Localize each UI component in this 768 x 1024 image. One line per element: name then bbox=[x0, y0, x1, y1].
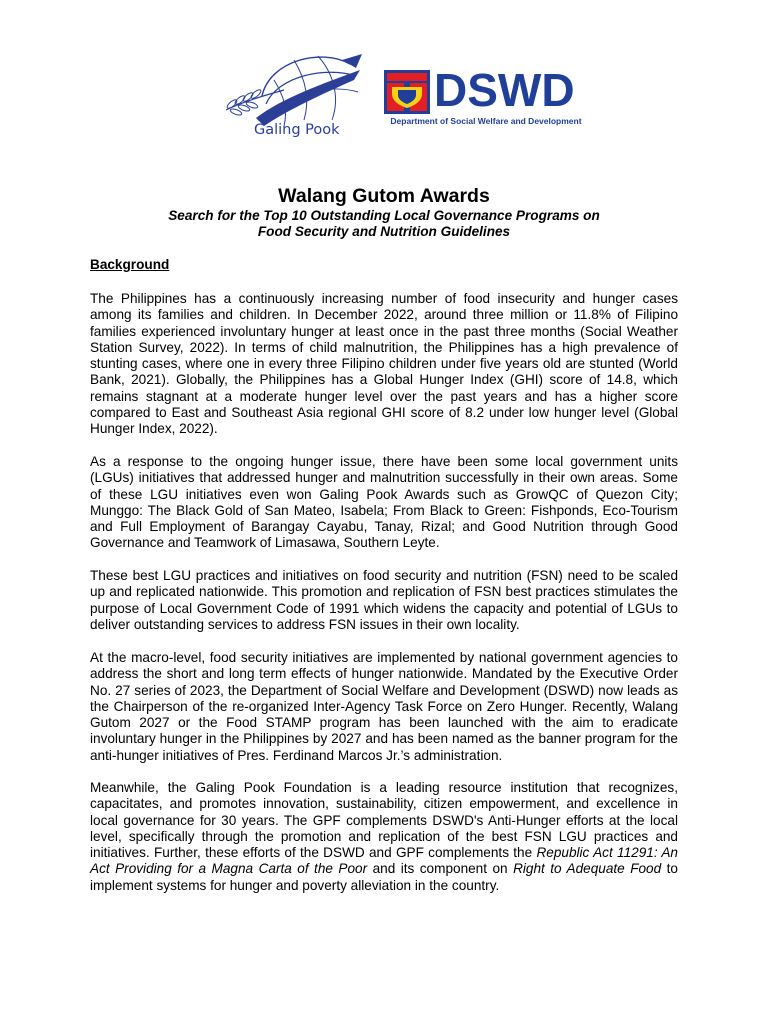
document-subtitle bbox=[90, 208, 678, 240]
p5-italic-republic-act: Republic Act 11291: An Act Providing for a Magna Carta of the Poor bbox=[90, 845, 678, 877]
dswd-shield-icon bbox=[384, 70, 430, 114]
paragraph-macro-level: At the macro-level, food security initiatives are implemented by national government agencies to address the short and long term effects of hunger nationwide. Mandated by the Executive Order No. 27 series of 2023, the Department of Social Welfare and Development (DSWD) now leads as the Chairperson of the re-organized Inter-Agency Task Force on Zero Hunger. Recently, Walang Gutom 2027 or the Food STAMP program has been launched with the aim to eradicate involuntary hunger in the Philippines by 2027 and has been named as the banner program for the anti-hunger initiatives of Pres. Ferdinand Marcos Jr.’s administration. bbox=[90, 650, 678, 763]
section-heading-background: Background bbox=[90, 257, 170, 272]
subtitle-line-2: Food Security and Nutrition Guidelines bbox=[257, 224, 511, 239]
subtitle-line-1: Search for the Top 10 Outstanding Local Governance Programs on bbox=[168, 208, 600, 223]
p5-text-2: and its component on bbox=[367, 861, 514, 877]
paragraph-galing-pook-foundation bbox=[90, 780, 678, 894]
galing-pook-logo bbox=[222, 40, 364, 156]
dswd-logo-wordmark: DSWD bbox=[434, 64, 575, 116]
dswd-logo-subtitle: Department of Social Welfare and Development bbox=[390, 116, 582, 126]
document-title: Walang Gutom Awards bbox=[278, 185, 490, 207]
paragraph-hunger-statistics: The Philippines has a continuously increasing number of food insecurity and hunger cases among its families and children. In December 2022, around three million or 11.8% of Filipino families experienced involuntary hunger at least once in the past three months (Social Weather Station Survey, 2022). In terms of child malnutrition, the Philippines has a high prevalence of stunting cases, where one in every three Filipino children under five years old are stunted (World Bank, 2021). Globally, the Philippines has a Global Hunger Index (GHI) score of 14.8, which remains stagnant at a moderate hunger level over the past years and has a higher score compared to East and Southeast Asia regional GHI score of 8.2 under low hunger level (Global Hunger Index, 2022). bbox=[90, 291, 678, 437]
p5-text-3: to implement systems for hunger and poverty alleviation in the country. bbox=[90, 861, 678, 893]
paragraph-best-practices: These best LGU practices and initiatives on food security and nutrition (FSN) need to be scaled up and replicated nationwide. This promotion and replication of FSN best practices stimulates the purpose of Local Government Code of 1991 which widens the capacity and potential of LGUs to deliver outstanding services to address FSN issues in their own locality. bbox=[90, 568, 678, 632]
paragraph-lgu-initiatives: As a response to the ongoing hunger issue, there have been some local government units (LGUs) initiatives that addressed hunger and malnutrition successfully in their own areas. Some of these LGU initiatives even won Galing Pook Awards such as GrowQC of Quezon City; Munggo: The Black Gold of San Mateo, Isabela; From Black to Green: Fishponds, Eco-Tourism and Full Employment of Barangay Cayabu, Tanay, Rizal; and Good Nutrition through Good Governance and Teamwork of Limasawa, Southern Leyte. bbox=[90, 454, 678, 551]
p5-italic-right-to-food: Right to Adequate Food bbox=[513, 861, 662, 877]
galing-pook-logo-text: Galing Pook bbox=[254, 122, 340, 138]
p5-text-1: Meanwhile, the Galing Pook Foundation is a leading resource institution that recognizes, capacitates, and promotes innovation, sustainability, citizen empowerment, and excellence in local governance for 30 years. The GPF complements DSWD's Anti-Hunger efforts at the local level, specifically through the promotion and replication of the best FSN LGU practices and initiatives. Further, these efforts of the DSWD and GPF complements the bbox=[90, 780, 678, 861]
dswd-logo bbox=[384, 64, 594, 130]
galing-pook-emblem-icon bbox=[222, 40, 364, 156]
